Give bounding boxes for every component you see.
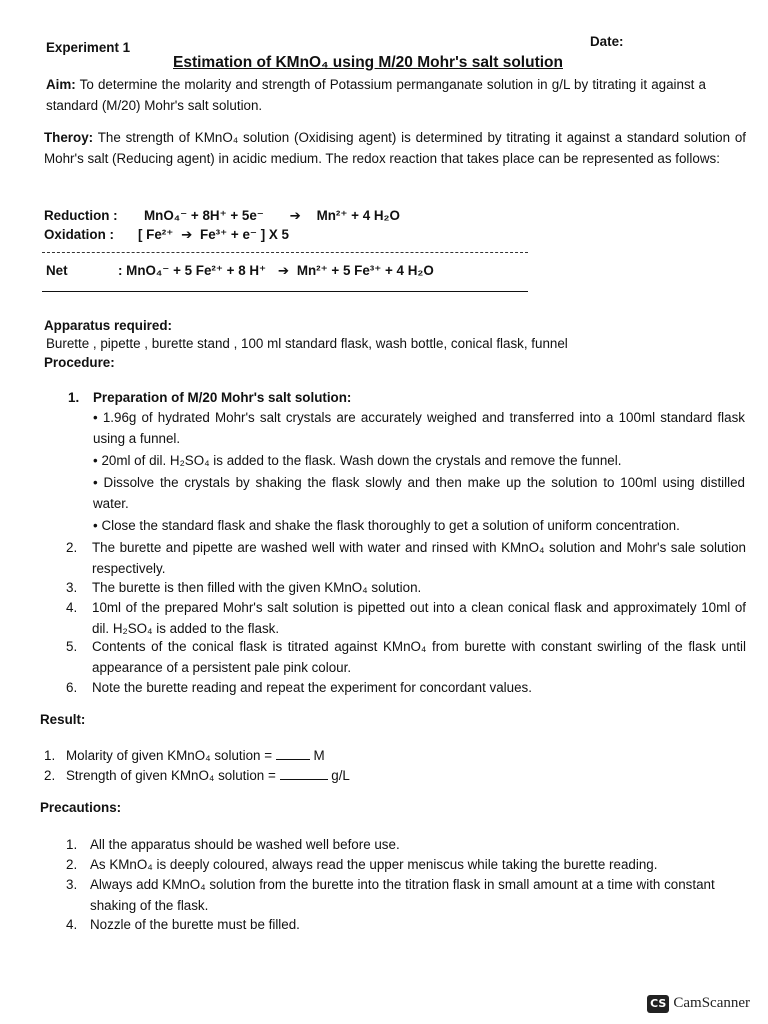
aim-label: Aim: <box>46 77 76 92</box>
list-item: All the apparatus should be washed well before use. <box>90 837 400 852</box>
bullet-item: • Dissolve the crystals by shaking the flask slowly and then make up the solution to 100ml using distilled water. <box>93 475 745 511</box>
step-number: 1. <box>66 837 78 852</box>
aim-text: To determine the molarity and strength of Potassium permanganate solution in g/L by titrating it against a standard (M/20) Mohr's salt solution. <box>46 77 706 113</box>
divider <box>42 252 528 253</box>
step1-title: Preparation of M/20 Mohr's salt solution: <box>93 390 352 405</box>
step-number: 5. <box>66 639 78 654</box>
reduction-equation <box>144 205 400 226</box>
reduction-label: Reduction : <box>44 208 118 223</box>
apparatus-label: Apparatus required: <box>44 318 172 333</box>
step-number: 6. <box>66 680 78 695</box>
list-item: Nozzle of the burette must be filled. <box>90 917 300 932</box>
list-item: Note the burette reading and repeat the experiment for concordant values. <box>92 680 532 695</box>
answer-blank[interactable] <box>280 767 328 780</box>
oxidation-lhs: [ Fe²⁺ <box>138 227 174 242</box>
result-item: 1. Molarity of given KMnO₄ solution = M <box>44 748 325 763</box>
camscanner-watermark <box>647 993 750 1014</box>
list-item: Contents of the conical flask is titrated against KMnO₄ from burette with constant swirling of the flask until appearance of a persistent pale pink colour. <box>92 639 746 675</box>
list-item: The burette and pipette are washed well with water and rinsed with KMnO₄ solution and Mohr's sale solution respectively. <box>92 540 746 576</box>
arrow-icon: ➔ <box>289 208 301 223</box>
aim-section <box>46 74 706 116</box>
net-rhs: Mn²⁺ + 5 Fe³⁺ + 4 H₂O <box>296 263 434 278</box>
procedure-label: Procedure: <box>44 355 115 370</box>
step-number: 3. <box>66 877 78 892</box>
oxidation-equation <box>138 224 289 245</box>
camscanner-icon: CS <box>647 995 669 1013</box>
reduction-rhs: Mn²⁺ + 4 H₂O <box>316 208 400 223</box>
list-item: Always add KMnO₄ solution from the burette into the titration flask in small amount at a time with constant shaking of the flask. <box>90 877 715 913</box>
bullet-item: • Close the standard flask and shake the flask thoroughly to get a solution of uniform concentration. <box>93 518 680 533</box>
step-number: 2. <box>66 540 78 555</box>
list-item: As KMnO₄ is deeply coloured, always read the upper meniscus while taking the burette reading. <box>90 857 658 872</box>
oxidation-label: Oxidation : <box>44 227 114 242</box>
page-title: Estimation of KMnO₄ using M/20 Mohr's salt solution <box>173 54 563 71</box>
apparatus-text: Burette , pipette , burette stand , 100 ml standard flask, wash bottle, conical flask, funnel <box>46 336 568 351</box>
oxidation-rhs: Fe³⁺ + e⁻ ] X 5 <box>200 227 289 242</box>
bullet-item: • 20ml of dil. H₂SO₄ is added to the flask. Wash down the crystals and remove the funnel. <box>93 453 622 468</box>
list-item: The burette is then filled with the given KMnO₄ solution. <box>92 580 422 595</box>
net-label: Net <box>46 263 68 278</box>
result-label: Result: <box>40 712 86 727</box>
step-number: 2. <box>66 857 78 872</box>
result-item: 2. Strength of given KMnO₄ solution = g/L <box>44 768 350 783</box>
step-number: 4. <box>66 917 78 932</box>
step-number: 3. <box>66 580 78 595</box>
experiment-label: Experiment 1 <box>46 40 131 55</box>
divider <box>42 291 528 292</box>
bullet-icon: • <box>93 518 98 533</box>
bullet-icon: • <box>93 453 98 468</box>
reduction-lhs: MnO₄⁻ + 8H⁺ + 5e⁻ <box>144 208 264 223</box>
camscanner-text: CamScanner <box>673 995 750 1011</box>
arrow-icon: ➔ <box>277 263 290 278</box>
bullet-icon: • <box>93 475 98 490</box>
bullet-icon: • <box>93 410 98 425</box>
arrow-icon: ➔ <box>181 227 193 242</box>
step-number: 1. <box>68 390 80 405</box>
theory-text: The strength of KMnO₄ solution (Oxidising agent) is determined by titrating it against a standard solution of Mohr's salt (Reducing agent) in acidic medium. The redox reaction that takes place can be represented as follows: <box>44 130 746 166</box>
net-lhs: : MnO₄⁻ + 5 Fe²⁺ + 8 H⁺ <box>118 263 267 278</box>
answer-blank[interactable] <box>276 747 310 760</box>
net-equation <box>118 260 434 281</box>
theory-label: Theroy: <box>44 130 94 145</box>
bullet-item: • 1.96g of hydrated Mohr's salt crystals are accurately weighed and transferred into a 100ml standard flask using a funnel. <box>93 410 745 446</box>
list-item: 10ml of the prepared Mohr's salt solution is pipetted out into a clean conical flask and approximately 10ml of dil. H₂SO₄ is added to the flask. <box>92 600 746 636</box>
step-number: 4. <box>66 600 78 615</box>
theory-section <box>44 127 746 169</box>
precautions-label: Precautions: <box>40 800 122 815</box>
date-label: Date: <box>590 34 624 49</box>
